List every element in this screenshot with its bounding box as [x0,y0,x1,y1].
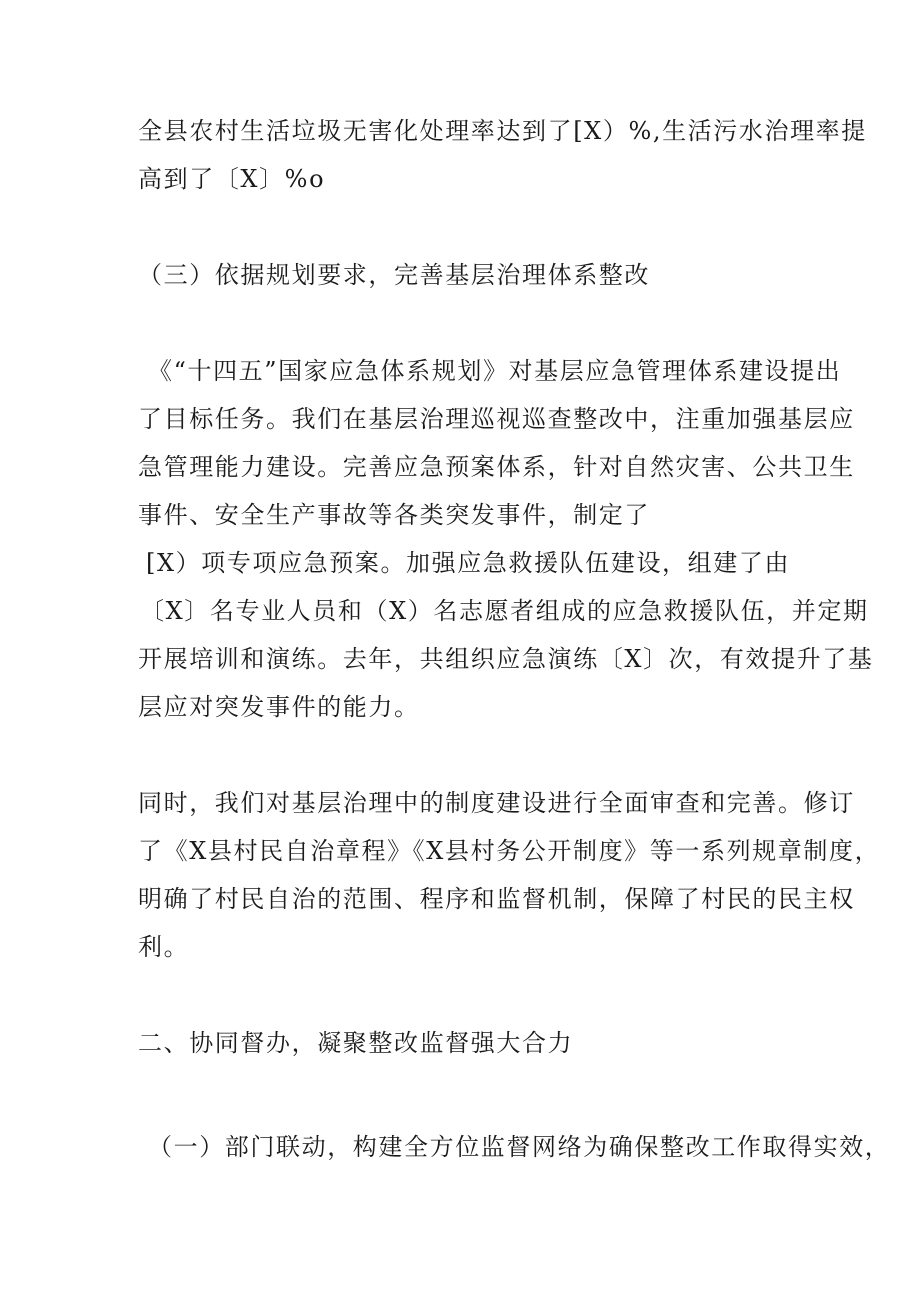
paragraph-3-line-3: 明确了村民自治的范围、程序和监督机制，保障了村民的民主权 [138,885,855,913]
paragraph-2-line-7: 开展培训和演练。去年，共组织应急演练〔X〕次，有效提升了基 [138,645,874,673]
paragraph-2-line-6: 〔X〕名专业人员和（X）名志愿者组成的应急救援队伍，并定期 [140,597,869,625]
paragraph-2-line-8: 层应对突发事件的能力。 [138,693,420,721]
paragraph-1-line-1: 全县农村生活垃圾无害化处理率达到了[X）%,生活污水治理率提 [138,117,867,145]
paragraph-2-line-1: 《“十四五”国家应急体系规划》对基层应急管理体系建设提出 [148,357,842,385]
paragraph-1-line-2: 高到了〔X〕%o [138,165,326,193]
paragraph-3-line-2: 了《X县村民自治章程》《X县村务公开制度》等一系列规章制度， [138,837,881,865]
section-heading-3: （三）依据规划要求，完善基层治理体系整改 [138,261,650,289]
section-heading-2: 二、协同督办，凝聚整改监督强大合力 [138,1029,574,1057]
paragraph-2-line-5: [X）项专项应急预案。加强应急救援队伍建设，组建了由 [146,549,791,577]
paragraph-3-line-1: 同时，我们对基层治理中的制度建设进行全面审查和完善。修订 [138,789,855,817]
paragraph-4-line-1: （一）部门联动，构建全方位监督网络为确保整改工作取得实效， [148,1133,891,1161]
paragraph-2-line-4: 事件、安全生产事故等各类突发事件，制定了 [138,501,650,529]
paragraph-2-line-2: 了目标任务。我们在基层治理巡视巡查整改中，注重加强基层应 [138,405,855,433]
paragraph-3-line-4: 利。 [138,933,190,961]
paragraph-2-line-3: 急管理能力建设。完善应急预案体系，针对自然灾害、公共卫生 [138,453,855,481]
